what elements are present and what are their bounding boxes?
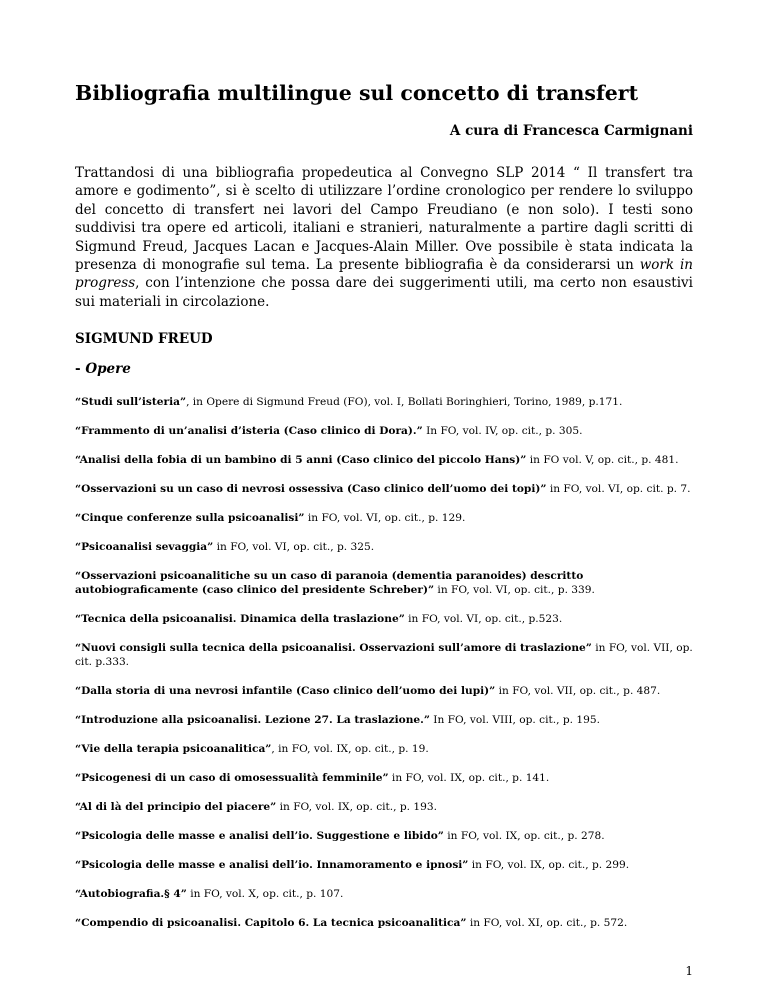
entry-work-title: “Introduzione alla psicoanalisi. Lezione 27. La traslazione.” bbox=[75, 714, 430, 726]
entry-work-title: “Cinque conferenze sulla psicoanalisi” bbox=[75, 512, 305, 524]
entry-reference: in FO vol. V, op. cit., p. 481. bbox=[526, 454, 679, 466]
document-title: Bibliografia multilingue sul concetto di transfert bbox=[75, 81, 639, 105]
bibliography-entry bbox=[75, 713, 693, 727]
entry-work-title: “Studi sull’isteria” bbox=[75, 396, 187, 408]
entry-reference: in FO, vol. VI, op. cit., p. 129. bbox=[304, 512, 466, 524]
intro-text-start: Trattandosi di una bibliografia propedeutica al Convegno SLP 2014 “ Il transfert tra amore e godimento”, si è scelto di utilizzare l’ordine cronologico per rendere lo sviluppo del concetto di transfert nei lavori del Campo Freudiano (e non solo). I testi sono suddivisi tra opere ed articoli, italiani e stranieri, naturalmente a partire dagli scritti di Sigmund Freud, Jacques Lacan e Jacques-Alain Miller. Ove possibile è stata indicata la presenza di monografie sul tema. La presente bibliografia è da considerarsi un bbox=[75, 165, 693, 274]
entry-reference: in FO, vol. X, op. cit., p. 107. bbox=[186, 888, 344, 900]
entry-reference: in FO, vol. VI, op. cit., p. 325. bbox=[213, 541, 375, 553]
bibliography-entry bbox=[75, 684, 693, 698]
intro-emphasis: work in progress bbox=[75, 257, 693, 292]
bibliography-entry bbox=[75, 829, 693, 843]
bibliography-entry bbox=[75, 511, 693, 525]
entry-work-title: “Nuovi consigli sulla tecnica della psicoanalisi. Osservazioni sull’amore di traslazione” bbox=[75, 642, 592, 654]
entry-reference: in FO, vol. VII, op. cit. p.333. bbox=[75, 642, 693, 668]
bibliography-entry bbox=[75, 800, 693, 814]
entry-reference: in FO, vol. VI, op. cit., p. 339. bbox=[434, 584, 595, 596]
entry-reference: in FO, vol. VI, op. cit. p. 7. bbox=[546, 483, 691, 495]
entry-reference: in FO, vol. IX, op. cit., p. 193. bbox=[276, 801, 437, 813]
entry-work-title: “Osservazioni su un caso di nevrosi ossessiva (Caso clinico dell’uomo dei topi)” bbox=[75, 483, 547, 495]
entry-reference: , in FO, vol. IX, op. cit., p. 19. bbox=[271, 743, 429, 755]
entry-reference: in FO, vol. IX, op. cit., p. 278. bbox=[443, 830, 605, 842]
entry-work-title: “Al di là del principio del piacere” bbox=[75, 801, 277, 813]
entry-work-title: “Compendio di psicoanalisi. Capitolo 6. La tecnica psicoanalitica” bbox=[75, 917, 467, 929]
section-heading-freud: SIGMUND FREUD bbox=[75, 331, 213, 347]
entry-work-title: “Tecnica della psicoanalisi. Dinamica della traslazione” bbox=[75, 613, 405, 625]
entry-reference: In FO, vol. VIII, op. cit., p. 195. bbox=[429, 714, 600, 726]
curator-line: A cura di Francesca Carmignani bbox=[449, 123, 693, 139]
entry-reference: , in Opere di Sigmund Freud (FO), vol. I, Bollati Boringhieri, Torino, 1989, p.171. bbox=[186, 396, 623, 408]
entry-work-title: “Osservazioni psicoanalitiche su un caso di paranoia (dementia paranoides) descritto autobiograficamente (caso clinico del presidente Schreber)” bbox=[75, 570, 584, 596]
entry-work-title: “Analisi della fobia di un bambino di 5 anni (Caso clinico del piccolo Hans)” bbox=[75, 454, 527, 466]
bibliography-entry bbox=[75, 887, 693, 901]
bibliography-entry bbox=[75, 482, 693, 496]
bibliography-entry bbox=[75, 742, 693, 756]
bibliography-entry bbox=[75, 540, 693, 554]
entry-reference: In FO, vol. IV, op. cit., p. 305. bbox=[422, 425, 583, 437]
bibliography-entry bbox=[75, 916, 693, 930]
entry-work-title: “Dalla storia di una nevrosi infantile (Caso clinico dell’uomo dei lupi)” bbox=[75, 685, 496, 697]
bibliography-entry bbox=[75, 771, 693, 785]
entry-work-title: “Psicologia delle masse e analisi dell’io. Suggestione e libido” bbox=[75, 830, 444, 842]
bibliography-entry bbox=[75, 453, 693, 467]
bibliography-entry bbox=[75, 569, 693, 597]
subsection-heading-opere bbox=[75, 361, 693, 377]
page-number: 1 bbox=[685, 964, 693, 978]
bibliography-entry bbox=[75, 424, 693, 438]
entry-work-title: “Psicoanalisi sevaggia” bbox=[75, 541, 214, 553]
intro-paragraph bbox=[75, 164, 693, 311]
subsection-prefix: - bbox=[75, 361, 86, 377]
bibliography-list bbox=[75, 380, 693, 930]
entry-work-title: “Frammento di un’analisi d’isteria (Caso clinico di Dora).” bbox=[75, 425, 423, 437]
entry-reference: in FO, vol. IX, op. cit., p. 141. bbox=[388, 772, 550, 784]
bibliography-entry bbox=[75, 612, 693, 626]
bibliography-entry bbox=[75, 395, 693, 409]
entry-work-title: “Psicologia delle masse e analisi dell’io. Innamoramento e ipnosi” bbox=[75, 859, 469, 871]
intro-text-end: , con l’intenzione che possa dare dei suggerimenti utili, ma certo non esaustivi sui materiali in circolazione. bbox=[75, 275, 693, 310]
entry-work-title: “Vie della terapia psicoanalitica” bbox=[75, 743, 272, 755]
entry-work-title: “Autobiografia.§ 4” bbox=[75, 888, 187, 900]
bibliography-entry bbox=[75, 641, 693, 669]
entry-reference: in FO, vol. IX, op. cit., p. 299. bbox=[468, 859, 630, 871]
entry-reference: in FO, vol. XI, op. cit., p. 572. bbox=[466, 917, 628, 929]
entry-work-title: “Psicogenesi di un caso di omosessualità femminile” bbox=[75, 772, 389, 784]
subsection-label: Opere bbox=[85, 361, 131, 377]
entry-reference: in FO, vol. VII, op. cit., p. 487. bbox=[495, 685, 661, 697]
entry-reference: in FO, vol. VI, op. cit., p.523. bbox=[404, 613, 563, 625]
bibliography-entry bbox=[75, 858, 693, 872]
